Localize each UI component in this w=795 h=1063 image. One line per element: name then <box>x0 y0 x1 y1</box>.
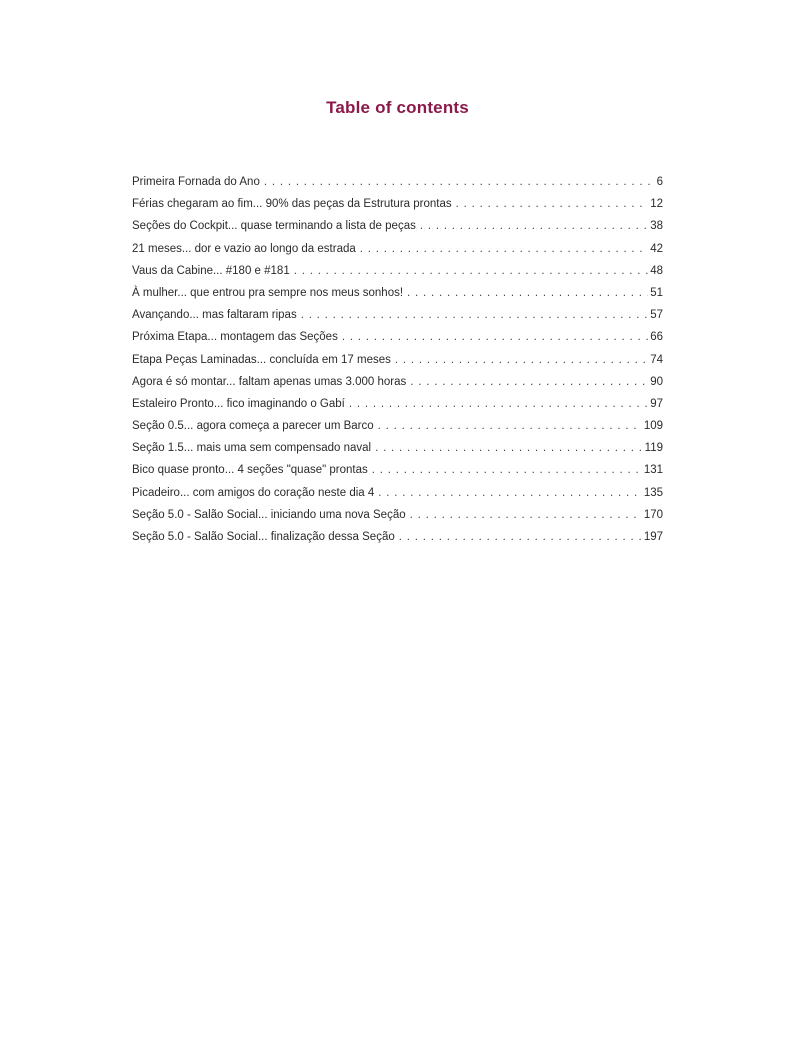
toc-entry-label: 21 meses... dor e vazio ao longo da estrada <box>132 242 356 255</box>
toc-entry-label: Seções do Cockpit... quase terminando a lista de peças <box>132 220 416 233</box>
toc-entry[interactable] <box>132 509 663 531</box>
toc-entry[interactable] <box>132 198 663 220</box>
page-title: Table of contents <box>326 98 469 117</box>
toc-leader-dots <box>378 487 642 499</box>
toc-entry-label: À mulher... que entrou pra sempre nos meus sonhos! <box>132 286 404 299</box>
toc-entry[interactable] <box>132 442 663 464</box>
toc-entry-page: 131 <box>643 464 663 477</box>
toc-entry-label: Picadeiro... com amigos do coração neste dia 4 <box>132 486 375 499</box>
toc-list <box>132 176 663 553</box>
toc-leader-dots <box>372 464 642 476</box>
toc-entry[interactable] <box>132 331 663 353</box>
toc-entry[interactable] <box>132 176 663 198</box>
toc-entry-page: 42 <box>650 242 663 255</box>
toc-entry-label: Seção 5.0 - Salão Social... finalização dessa Seção <box>132 531 395 543</box>
toc-entry-page: 12 <box>650 198 663 211</box>
toc-entry[interactable] <box>132 376 663 398</box>
toc-entry-page: 48 <box>650 264 663 277</box>
toc-leader-dots <box>410 376 648 388</box>
toc-entry-page: 38 <box>650 220 663 233</box>
toc-leader-dots <box>294 265 648 277</box>
toc-entry[interactable] <box>132 531 663 553</box>
toc-entry[interactable] <box>132 220 663 242</box>
toc-entry-page: 97 <box>650 397 663 410</box>
toc-leader-dots <box>399 531 642 543</box>
toc-entry-page: 57 <box>650 309 663 322</box>
toc-entry-page: 197 <box>643 531 663 543</box>
toc-entry[interactable] <box>132 265 663 287</box>
toc-entry-page: 119 <box>644 442 663 455</box>
toc-entry-label: Férias chegaram ao fim... 90% das peças da Estrutura prontas <box>132 198 452 211</box>
toc-leader-dots <box>360 243 648 255</box>
toc-entry-page: 51 <box>650 286 663 299</box>
toc-leader-dots <box>378 420 642 432</box>
toc-entry-page: 66 <box>650 331 663 344</box>
toc-leader-dots <box>375 442 643 454</box>
toc-entry-label: Estaleiro Pronto... fico imaginando o Gabí <box>132 397 345 410</box>
toc-entry-label: Agora é só montar... faltam apenas umas 3.000 horas <box>132 375 407 388</box>
toc-entry-page: 109 <box>643 420 663 433</box>
toc-entry[interactable] <box>132 354 663 376</box>
toc-entry[interactable] <box>132 287 663 309</box>
toc-leader-dots <box>301 309 649 321</box>
toc-entry-page: 135 <box>643 486 663 499</box>
toc-leader-dots <box>349 398 648 410</box>
toc-entry[interactable] <box>132 487 663 509</box>
toc-entry-label: Primeira Fornada do Ano <box>132 176 260 188</box>
toc-entry-label: Vaus da Cabine... #180 e #181 <box>132 264 290 277</box>
toc-leader-dots <box>264 176 655 188</box>
toc-entry-page: 170 <box>643 508 663 521</box>
toc-entry-label: Seção 0.5... agora começa a parecer um Barco <box>132 420 374 433</box>
toc-leader-dots <box>407 287 648 299</box>
toc-entry-label: Próxima Etapa... montagem das Seções <box>132 331 338 344</box>
toc-entry-page: 74 <box>650 353 663 366</box>
toc-entry-page: 6 <box>656 176 663 188</box>
toc-leader-dots <box>395 354 648 366</box>
toc-entry-label: Etapa Peças Laminadas... concluída em 17 meses <box>132 353 391 366</box>
toc-entry-page: 90 <box>650 375 663 388</box>
toc-entry[interactable] <box>132 243 663 265</box>
toc-leader-dots <box>342 331 648 343</box>
toc-entry-label: Seção 1.5... mais uma sem compensado naval <box>132 442 372 455</box>
toc-entry-label: Avançando... mas faltaram ripas <box>132 309 297 322</box>
toc-entry[interactable] <box>132 309 663 331</box>
toc-leader-dots <box>456 198 649 210</box>
toc-entry-label: Seção 5.0 - Salão Social... iniciando uma nova Seção <box>132 508 406 521</box>
toc-entry[interactable] <box>132 398 663 420</box>
toc-leader-dots <box>410 509 642 521</box>
toc-leader-dots <box>420 220 648 232</box>
toc-entry[interactable] <box>132 420 663 442</box>
toc-entry[interactable] <box>132 464 663 486</box>
toc-entry-label: Bico quase pronto... 4 seções "quase" prontas <box>132 464 368 477</box>
